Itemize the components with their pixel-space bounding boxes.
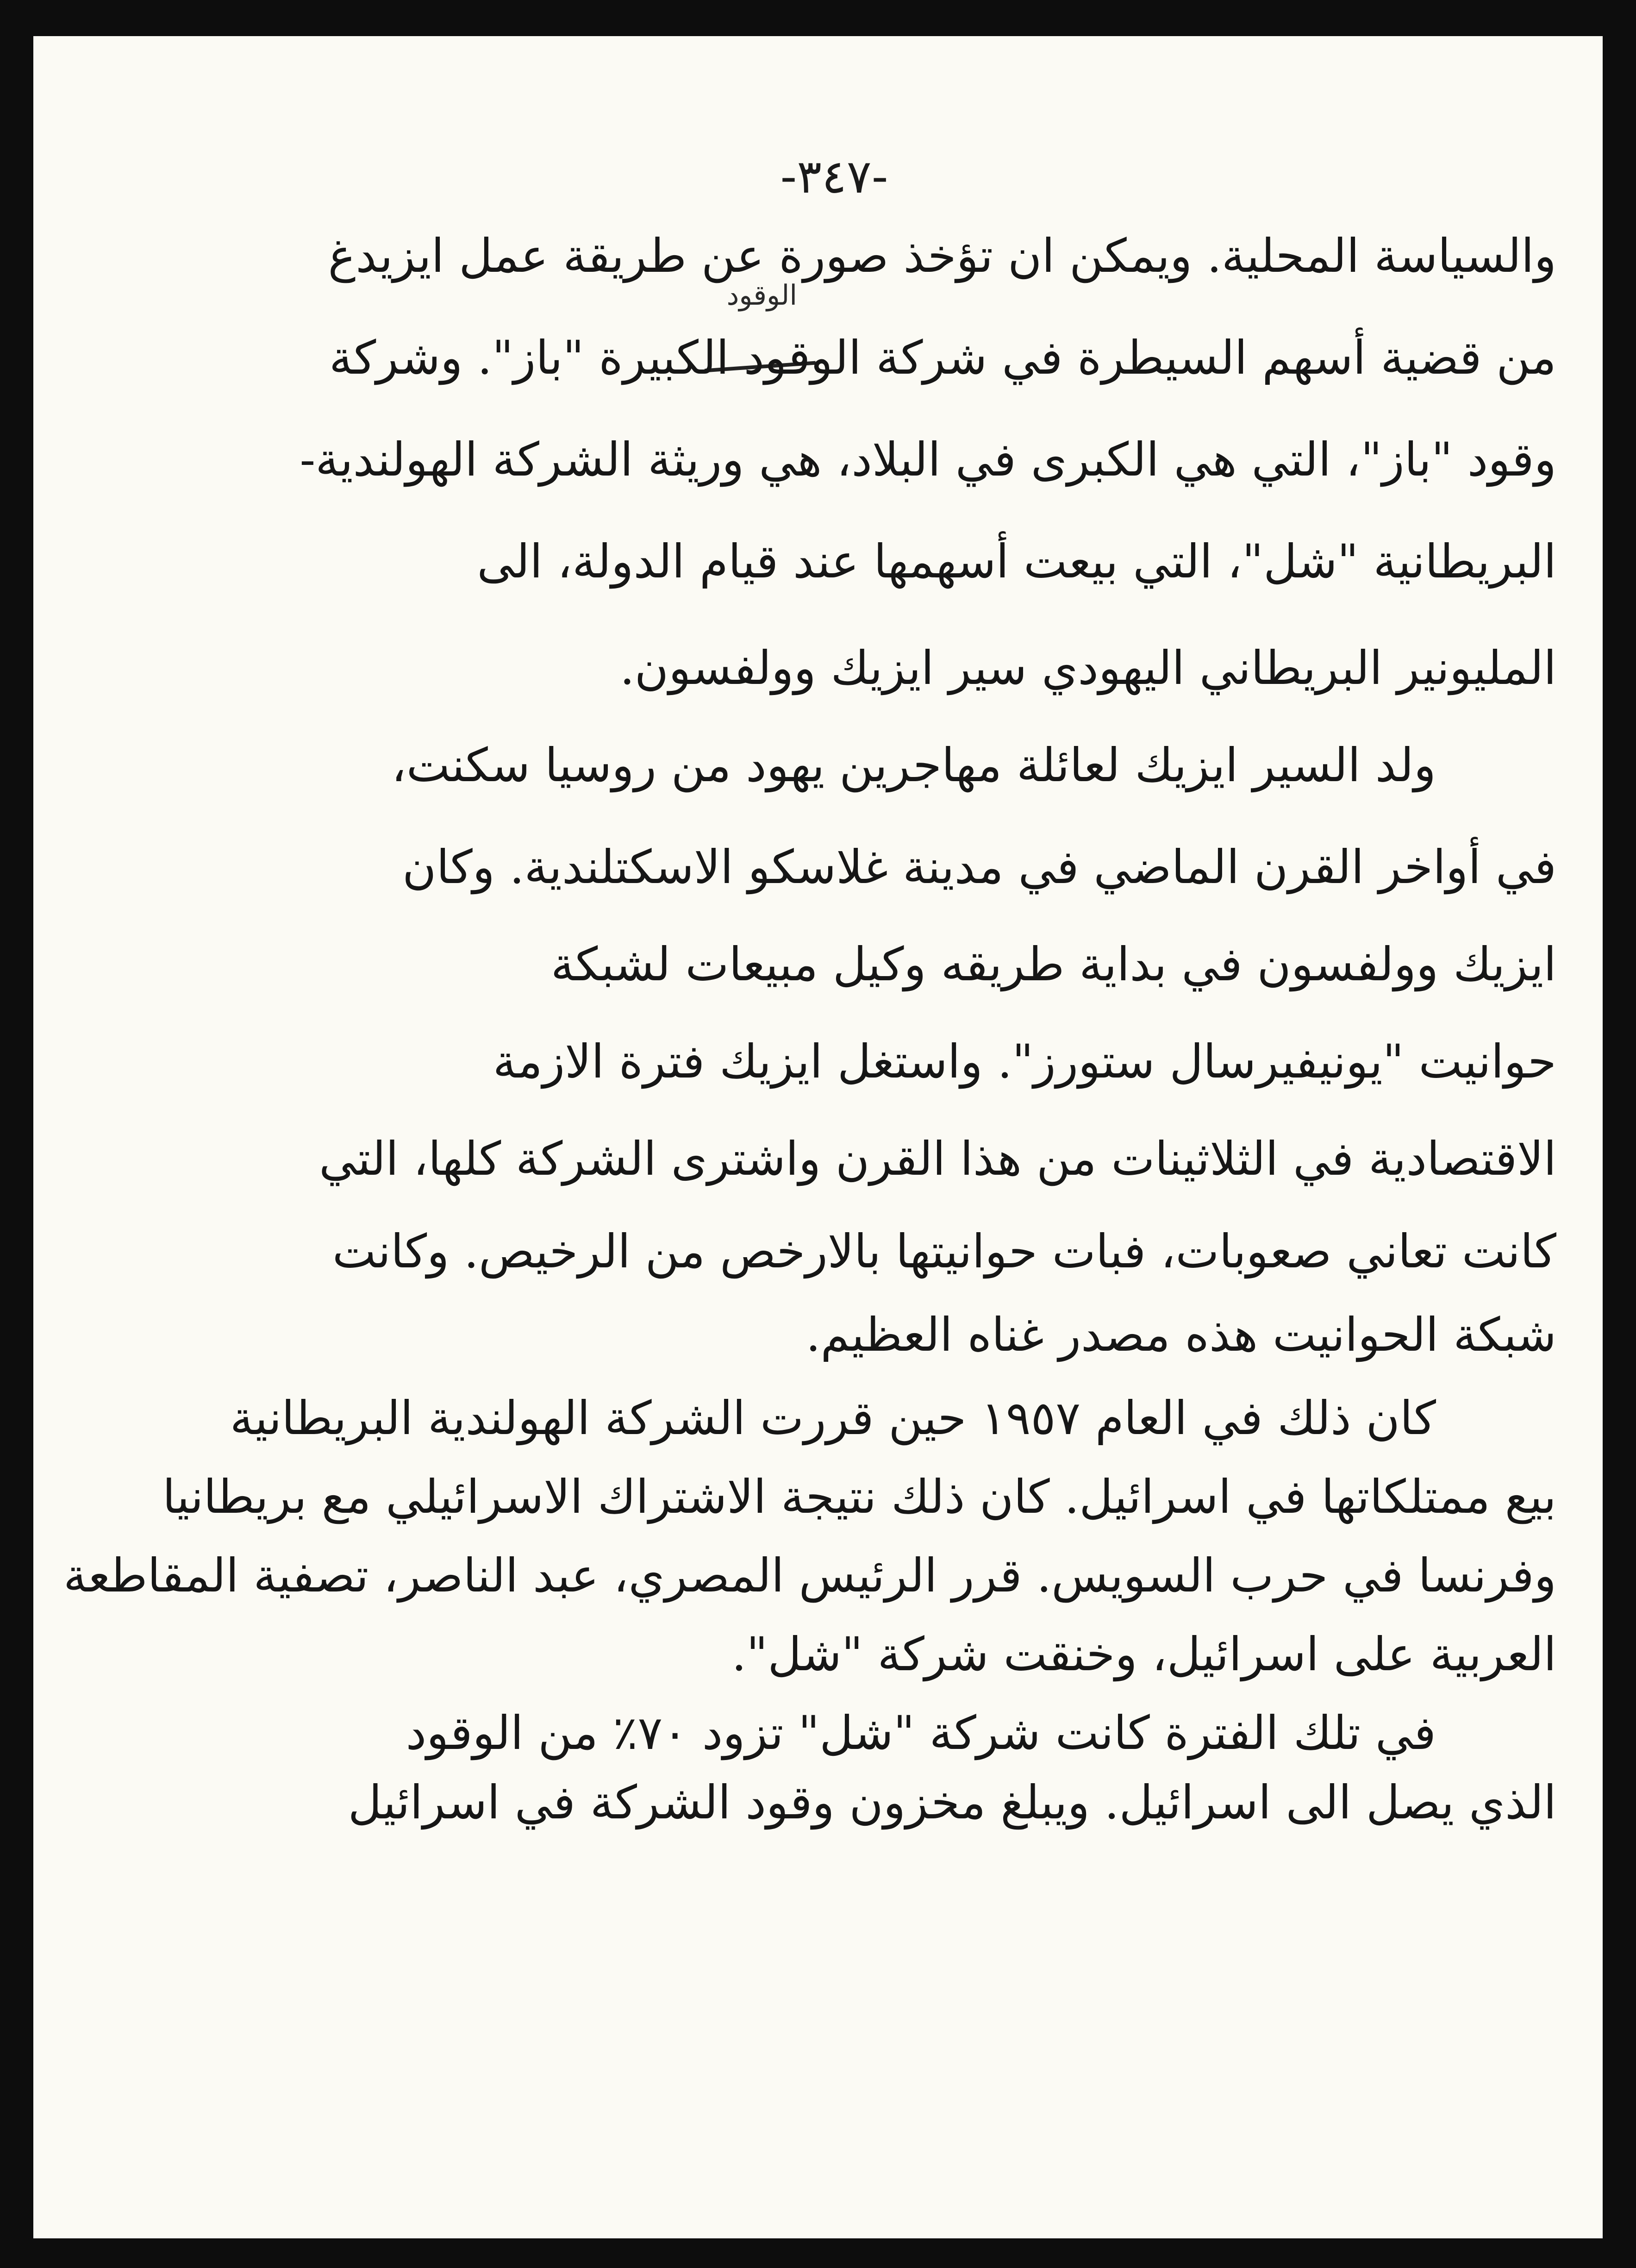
- text-line: المليونير البريطاني اليهودي سير ايزيك وولفسون.: [620, 641, 1556, 695]
- interlinear-insert: الوقود: [726, 279, 797, 312]
- text-line: العربية على اسرائيل، وخنقت شركة "شل".: [731, 1627, 1556, 1681]
- text-line: ايزيك وولفسون في بداية طريقه وكيل مبيعات لشبكة: [550, 937, 1556, 991]
- text-line: من قضية أسهم السيطرة في شركة الوقود الكبيرة "باز". وشركة: [329, 331, 1556, 385]
- text-line: شبكة الحوانيت هذه مصدر غناه العظيم.: [806, 1308, 1556, 1362]
- text-line: الاقتصادية في الثلاثينات من هذا القرن واشترى الشركة كلها، التي: [319, 1132, 1556, 1186]
- text-line: كانت تعاني صعوبات، فبات حوانيتها بالارخص من الرخيص. وكانت: [332, 1224, 1556, 1278]
- text-line: في أواخر القرن الماضي في مدينة غلاسكو الاسكتلندية. وكان: [402, 840, 1556, 894]
- text-line: والسياسة المحلية. ويمكن ان تؤخذ صورة عن طريقة عمل ايزيدغ: [328, 229, 1556, 283]
- text-line: بيع ممتلكاتها في اسرائيل. كان ذلك نتيجة الاشتراك الاسرائيلي مع بريطانيا: [162, 1470, 1556, 1524]
- text-line: في تلك الفترة كانت شركة "شل" تزود ٧٠٪ من الوقود: [406, 1706, 1436, 1760]
- text-line: ولد السير ايزيك لعائلة مهاجرين يهود من روسيا سكنت،: [391, 738, 1436, 792]
- text-line: وقود "باز"، التي هي الكبرى في البلاد، هي وريثة الشركة الهولندية-: [300, 432, 1556, 487]
- page-number: -٣٤٧-: [780, 150, 888, 204]
- document-page: [33, 36, 1603, 2238]
- text-line: البريطانية "شل"، التي بيعت أسهمها عند قيام الدولة، الى: [477, 534, 1556, 589]
- handwritten-text: [63, 212, 1556, 2203]
- text-line: كان ذلك في العام ١٩٥٧ حين قررت الشركة الهولندية البريطانية: [230, 1391, 1436, 1445]
- text-line: حوانيت "يونيفيرسال ستورز". واستغل ايزيك فترة الازمة: [493, 1034, 1556, 1089]
- text-line: وفرنسا في حرب السويس. قرر الرئيس المصري، عبد الناصر، تصفية المقاطعة: [63, 1548, 1556, 1603]
- text-line: الذي يصل الى اسرائيل. ويبلغ مخزون وقود الشركة في اسرائيل: [348, 1775, 1556, 1829]
